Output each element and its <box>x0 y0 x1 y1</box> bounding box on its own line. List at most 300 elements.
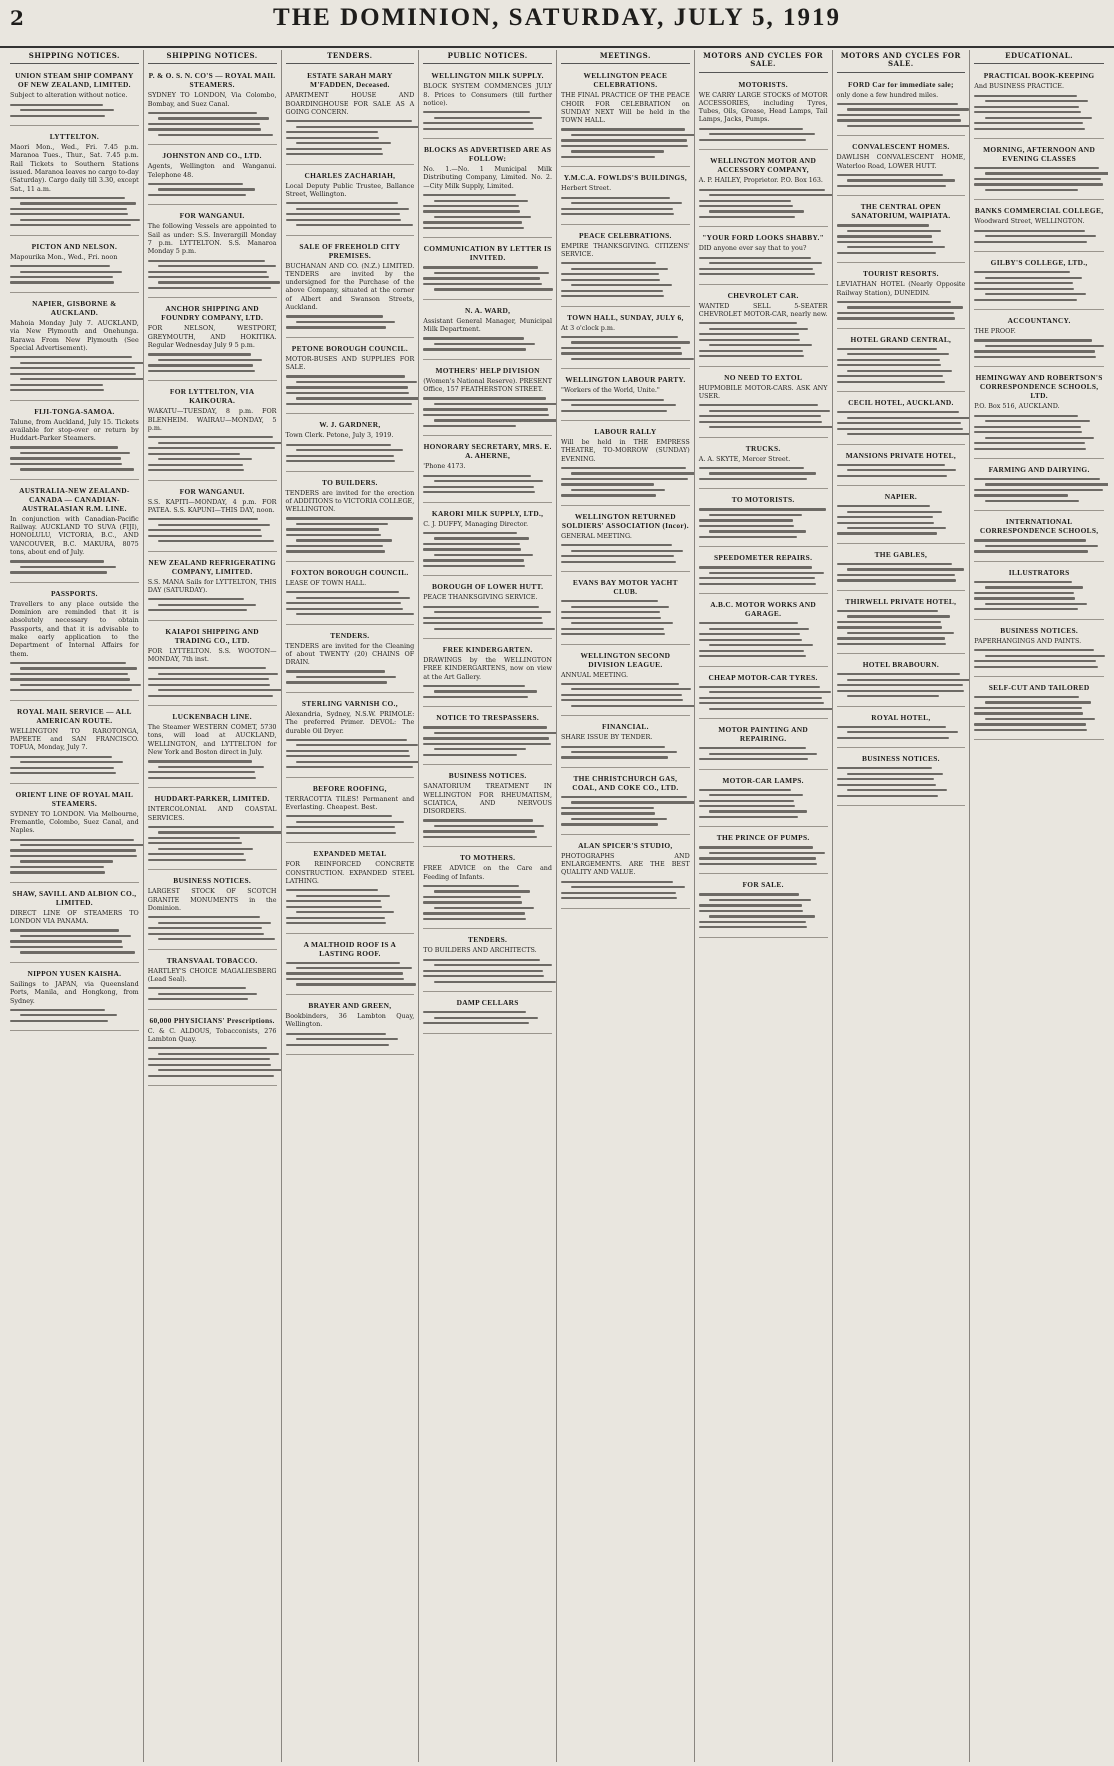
fine-print <box>423 532 552 567</box>
advertisement <box>974 623 1104 677</box>
fine-print <box>699 322 828 357</box>
fine-print <box>148 760 277 779</box>
ad-title: SELF-CUT AND TAILORED <box>988 683 1090 692</box>
fine-print <box>148 826 277 861</box>
ad-body: C. J. DUFFY, Managing Director. <box>423 519 528 528</box>
fine-print <box>699 789 828 819</box>
fine-print <box>837 301 966 320</box>
column-8 <box>970 50 1108 1762</box>
ad-body: P.O. Box 516, AUCKLAND. <box>974 402 1060 411</box>
ad-title: NAPIER, GISBORNE & AUCKLAND. <box>32 298 117 317</box>
ad-title: WELLINGTON MILK SUPPLY. <box>431 71 544 81</box>
column-2 <box>144 50 282 1762</box>
fine-print <box>699 128 828 141</box>
advertisement <box>699 722 828 769</box>
column-6 <box>695 50 833 1762</box>
advertisement <box>10 966 139 1031</box>
fine-print <box>10 560 139 573</box>
advertisement <box>10 586 139 701</box>
advertisement <box>423 303 552 360</box>
ad-title: COMMUNICATION BY LETTER IS INVITED. <box>423 244 552 263</box>
ad-title: THE CHRISTCHURCH GAS, COAL, AND COKE CO., LTD. <box>572 773 679 792</box>
fine-print <box>423 726 552 756</box>
advertisement <box>699 77 828 151</box>
advertisement <box>148 555 277 621</box>
advertisement <box>10 886 139 963</box>
fine-print <box>423 266 552 290</box>
ad-title: BEFORE ROOFING, <box>312 783 387 793</box>
ad-title: KAIAPOI SHIPPING AND TRADING CO., LTD. <box>165 626 259 645</box>
advertisement <box>561 310 690 370</box>
ad-body: BUCHANAN AND CO. (N.Z.) LIMITED. TENDERS are invited by the undersigned for the Purchase of the above Company, situated at the corner of Albert and Swanson Streets, Auckland. <box>285 261 415 312</box>
advertisement <box>148 148 277 205</box>
fine-print <box>10 104 139 117</box>
ad-body: HUPMOBILE MOTOR-CARS. ASK ANY USER. <box>698 383 828 400</box>
ad-title: MOTOR-CAR LAMPS. <box>722 775 804 785</box>
fine-print <box>837 411 966 435</box>
ad-title: ACCOUNTANCY. <box>1007 316 1071 326</box>
column-heading: SHIPPING NOTICES. <box>148 50 277 64</box>
page-number: 2 <box>10 6 24 30</box>
advertisement <box>974 255 1104 310</box>
ad-body: The following Vessels are appointed to Sail as under: S.S. Inverargill Monday 7 p.m. LYTTELTON. S.S. Manaroa Monday 5 p.m. <box>147 222 277 256</box>
advertisement <box>148 953 277 1010</box>
ad-body: TENDERS are invited for the erection of ADDITIONS to VICTORIA COLLEGE, WELLINGTON. <box>285 488 415 514</box>
ad-title: THE PRINCE OF PUMPS. <box>716 833 810 843</box>
column-heading: PUBLIC NOTICES. <box>423 50 552 64</box>
ad-title: TOURIST RESORTS. <box>863 269 939 279</box>
fine-print <box>561 600 690 635</box>
advertisement <box>148 791 277 870</box>
fine-print <box>699 893 828 928</box>
column-heading: SHIPPING NOTICES. <box>10 50 139 64</box>
ad-body: Woodward Street, WELLINGTON. <box>974 217 1085 226</box>
fine-print <box>699 566 828 585</box>
advertisement <box>423 241 552 299</box>
column-1 <box>6 50 144 1762</box>
advertisement <box>423 932 552 992</box>
advertisement <box>423 850 552 929</box>
advertisement <box>699 773 828 828</box>
ad-body: Travellers to any place outside the Dominion are reminded that it is absolutely necessary to obtain Passports, and that it is advisable to make early application to the Department of Internal Affairs for them. <box>10 599 139 658</box>
fine-print <box>974 539 1104 552</box>
fine-print <box>10 197 139 227</box>
advertisement <box>286 341 415 415</box>
ad-title: FOXTON BOROUGH COUNCIL. <box>291 567 409 577</box>
fine-print <box>837 224 966 254</box>
column-heading: EDUCATIONAL. <box>974 50 1104 64</box>
advertisement <box>837 594 966 654</box>
ad-title: ROYAL HOTEL, <box>871 712 931 722</box>
advertisement <box>837 332 966 392</box>
ad-title: NEW ZEALAND REFRIGERATING COMPANY, LIMITED. <box>148 557 276 576</box>
ad-title: CHEVROLET CAR. <box>727 290 799 300</box>
ad-title: PICTON AND NELSON. <box>31 241 118 251</box>
ad-title: CHEAP MOTOR-CAR TYRES. <box>708 672 818 682</box>
ad-title: MORNING, AFTERNOON AND EVENING CLASSES <box>983 144 1096 163</box>
ad-title: FREE KINDERGARTEN. <box>442 645 533 655</box>
advertisement <box>423 710 552 765</box>
advertisement <box>286 565 415 625</box>
advertisement <box>974 370 1104 459</box>
fine-print <box>286 315 415 328</box>
ad-title: ILLUSTRATORS <box>1008 567 1070 577</box>
advertisement <box>423 142 552 238</box>
ad-title: KARORI MILK SUPPLY, LTD., <box>431 508 544 518</box>
ad-title: MOTOR PAINTING AND REPAIRING. <box>718 725 808 744</box>
ad-body: Local Deputy Public Trustee, Ballance Street, Wellington. <box>285 181 415 198</box>
fine-print <box>423 337 552 350</box>
advertisement <box>286 239 415 338</box>
newspaper-title: THE DOMINION, SATURDAY, JULY 5, 1919 <box>273 4 841 31</box>
ad-title: WELLINGTON MOTOR AND ACCESSORY COMPANY, <box>710 156 817 175</box>
ad-body: Talune, from Auckland, July 15. Tickets available for stop-over or return by Huddart-Parker Steamers. <box>10 417 139 443</box>
fine-print <box>974 696 1104 731</box>
fine-print <box>423 475 552 494</box>
advertisement <box>286 998 415 1055</box>
ad-title: WELLINGTON SECOND DIVISION LEAGUE. <box>580 650 671 669</box>
advertisement <box>699 830 828 874</box>
fine-print <box>699 404 828 428</box>
ad-title: PRACTICAL BOOK-KEEPING <box>983 71 1095 81</box>
advertisement <box>423 768 552 847</box>
fine-print <box>837 174 966 187</box>
ad-title: HEMINGWAY AND ROBERTSON'S CORRESPONDENCE SCHOOLS, LTD. <box>975 373 1103 401</box>
advertisement <box>286 168 415 236</box>
fine-print <box>10 1009 139 1022</box>
fine-print <box>837 103 966 127</box>
advertisement <box>699 230 828 284</box>
ad-title: MOTORISTS. <box>738 79 788 89</box>
advertisement <box>10 129 139 236</box>
fine-print <box>286 444 415 463</box>
ad-title: NOTICE TO TRESPASSERS. <box>436 713 540 723</box>
ad-body: BLOCK SYSTEM COMMENCES JULY 8. Prices to Consumers (till further notice). <box>423 82 552 107</box>
advertisement <box>561 838 690 909</box>
ad-title: WELLINGTON LABOUR PARTY. <box>565 375 686 385</box>
fine-print <box>699 846 828 865</box>
ad-body: SYDNEY TO LONDON, Via Colombo, Bombay, and Suez Canal. <box>147 91 277 108</box>
ad-body: A. P. HAILEY, Proprietor. P.O. Box 163. <box>698 176 823 185</box>
ad-title: NO NEED TO EXTOL <box>724 372 803 382</box>
ad-title: LYTTELTON. <box>49 132 100 142</box>
column-3 <box>282 50 420 1762</box>
advertisement <box>10 404 139 480</box>
fine-print <box>148 183 277 196</box>
fine-print <box>837 563 966 582</box>
ad-body: Agents, Wellington and Wanganui. Telephone 48. <box>147 162 277 179</box>
ad-title: CHARLES ZACHARIAH, <box>304 170 396 180</box>
advertisement <box>837 489 966 544</box>
advertisement <box>10 787 139 883</box>
advertisement <box>699 670 828 719</box>
ad-body: FOR LYTTELTON. S.S. WOOTON—MONDAY, 7th inst. <box>147 646 277 663</box>
ad-title: THIRWELL PRIVATE HOTEL, <box>845 596 957 606</box>
fine-print <box>561 336 690 360</box>
advertisement <box>10 704 139 784</box>
column-heading: MOTORS AND CYCLES FOR SALE. <box>837 50 966 73</box>
fine-print <box>561 796 690 826</box>
advertisement <box>286 781 415 844</box>
ad-title: EXPANDED METAL <box>313 849 387 859</box>
ad-title: FORD Car for immediate sale; <box>847 79 954 89</box>
advertisement <box>148 484 277 552</box>
advertisement <box>699 153 828 227</box>
fine-print <box>974 339 1104 358</box>
ad-title: JOHNSTON AND CO., LTD. <box>162 151 262 161</box>
fine-print <box>699 686 828 710</box>
ad-body: And BUSINESS PRACTICE. <box>974 82 1065 91</box>
ad-body: only done a few hundred miles. <box>836 90 939 99</box>
ad-title: EVANS BAY MOTOR YACHT CLUB. <box>572 578 678 597</box>
ad-title: NIPPON YUSEN KAISHA. <box>27 968 122 978</box>
advertisement <box>561 771 690 835</box>
advertisement <box>699 550 828 594</box>
column-heading: MOTORS AND CYCLES FOR SALE. <box>699 50 828 73</box>
fine-print <box>561 262 690 297</box>
masthead <box>0 0 1114 48</box>
ad-body: LEASE OF TOWN HALL. <box>285 578 367 587</box>
fine-print <box>148 667 277 697</box>
ad-body: SYDNEY TO LONDON. Via Melbourne, Fremantle, Colombo, Suez Canal, and Naples. <box>10 809 139 835</box>
ad-body: TO BUILDERS AND ARCHITECTS. <box>423 946 537 955</box>
fine-print <box>10 756 139 775</box>
ad-title: THE CENTRAL OPEN SANATORIUM, WAIPIATA. <box>851 202 951 221</box>
advertisement <box>561 509 690 572</box>
ad-title: WELLINGTON PEACE CELEBRATIONS. <box>583 71 668 90</box>
ad-title: BUSINESS NOTICES. <box>173 876 252 886</box>
ad-body: PEACE THANKSGIVING SERVICE. <box>423 593 538 602</box>
ad-body: Alexandria, Sydney, N.S.W. PRIMOLE: The preferred Primer. DEVOL: The durable Oil Dryer. <box>285 709 415 735</box>
advertisement <box>286 696 415 778</box>
ad-title: INTERNATIONAL CORRESPONDENCE SCHOOLS, <box>979 517 1099 536</box>
advertisement <box>423 506 552 577</box>
ad-title: FOR WANGANUI. <box>179 211 245 221</box>
ad-title: A.B.C. MOTOR WORKS AND GARAGE. <box>710 600 816 619</box>
fine-print <box>286 889 415 924</box>
advertisement <box>148 624 277 707</box>
ad-title: "YOUR FORD LOOKS SHABBY." <box>702 233 825 243</box>
ad-body: (Women's National Reserve). PRESENT Office, 157 FEATHERSTON STREET. <box>423 376 552 394</box>
ad-title: PETONE BOROUGH COUNCIL. <box>291 343 408 353</box>
ad-body: INTERCOLONIAL AND COASTAL SERVICES. <box>147 805 277 822</box>
ad-title: STERLING VARNISH CO., <box>301 698 398 708</box>
advertisement <box>837 139 966 196</box>
advertisement <box>286 628 415 693</box>
advertisement <box>10 296 139 401</box>
advertisement <box>148 1013 277 1087</box>
advertisement <box>561 372 690 421</box>
fine-print <box>148 598 277 611</box>
ad-title: CECIL HOTEL, AUCKLAND. <box>848 398 954 408</box>
ad-body: Assistant General Manager, Municipal Milk Department. <box>423 316 552 334</box>
fine-print <box>148 353 277 372</box>
advertisement <box>148 709 277 788</box>
fine-print <box>974 649 1104 668</box>
fine-print <box>561 467 690 497</box>
ad-title: 60,000 PHYSICIANS' Prescriptions. <box>149 1015 275 1025</box>
ad-body: S.S. KAPITI—MONDAY, 4 p.m. FOR PATEA. S.S. KAPUNI—THIS DAY, noon. <box>147 497 277 514</box>
fine-print <box>423 885 552 920</box>
advertisement <box>974 313 1104 367</box>
fine-print <box>10 929 139 953</box>
fine-print <box>286 375 415 405</box>
ad-title: W. J. GARDNER, <box>319 420 381 430</box>
advertisement <box>837 77 966 137</box>
fine-print <box>423 819 552 838</box>
advertisement <box>286 68 415 164</box>
ad-title: SPEEDOMETER REPAIRS. <box>713 553 813 563</box>
fine-print <box>837 348 966 383</box>
ad-body: THE PROOF. <box>974 327 1016 336</box>
fine-print <box>10 839 139 874</box>
fine-print <box>148 916 277 940</box>
ad-title: N. A. WARD, <box>464 305 511 315</box>
ad-body: FOR REINFORCED CONCRETE CONSTRUCTION. EXPANDED STEEL LATHING. <box>285 860 415 885</box>
ad-body: APARTMENT HOUSE AND BOARDINGHOUSE FOR SALE AS A GOING CONCERN. <box>285 91 415 116</box>
column-heading: MEETINGS. <box>561 50 690 64</box>
fine-print <box>699 622 828 657</box>
ad-title: TO BUILDERS. <box>322 477 378 487</box>
ad-body: LARGEST STOCK OF SCOTCH GRANITE MONUMENTS in the Dominion. <box>147 887 277 912</box>
ad-body: At 3 o'clock p.m. <box>561 323 615 332</box>
ad-body: 'Phone 4173. <box>423 462 466 471</box>
ad-body: EMPIRE THANKSGIVING. CITIZENS' SERVICE. <box>561 241 690 258</box>
ad-title: TENDERS. <box>330 630 370 640</box>
advertisement <box>699 492 828 547</box>
fine-print <box>148 112 277 136</box>
fine-print <box>423 194 552 229</box>
ad-body: ANNUAL MEETING. <box>561 670 629 679</box>
fine-print <box>699 257 828 276</box>
columns-container <box>6 50 1108 1762</box>
ad-title: MANSIONS PRIVATE HOTEL, <box>845 450 957 460</box>
fine-print <box>561 683 690 707</box>
ad-title: PASSPORTS. <box>50 588 98 598</box>
advertisement <box>10 68 139 126</box>
ad-body: PHOTOGRAPHS AND ENLARGEMENTS. ARE THE BEST QUALITY AND VALUE. <box>561 851 690 877</box>
advertisement <box>561 228 690 307</box>
advertisement <box>974 565 1104 620</box>
fine-print <box>286 815 415 834</box>
ad-body: "Workers of the World, Unite." <box>561 386 660 395</box>
advertisement <box>974 514 1104 561</box>
ad-title: LUCKENBACH LINE. <box>172 712 252 722</box>
fine-print <box>148 260 277 290</box>
ad-body: Mapourika Mon., Wed., Fri. noon <box>10 252 118 261</box>
ad-body: Maori Mon., Wed., Fri. 7.45 p.m. Maranoa Tues., Thur., Sat. 7.45 p.m. Rail Tickets to Southern Stations issued. Maranoa leaves no cargo to-day (Saturday). Cargo daily till 3.30, except Sat., 11 a.m. <box>10 143 139 193</box>
fine-print <box>423 397 552 427</box>
advertisement <box>561 170 690 224</box>
fine-print <box>423 685 552 698</box>
fine-print <box>148 1047 277 1077</box>
advertisement <box>10 483 139 583</box>
fine-print <box>286 1033 415 1046</box>
advertisement <box>286 846 415 933</box>
advertisement <box>10 239 139 293</box>
fine-print <box>286 739 415 769</box>
advertisement <box>148 208 277 298</box>
advertisement <box>974 680 1104 740</box>
ad-body: WAKATU—TUESDAY, 8 p.m. FOR BLENHEIM. WAIRAU—MONDAY, 5 p.m. <box>147 407 277 432</box>
ad-body: HARTLEY'S CHOICE MAGALIESBERG (Lead Seal). <box>147 966 277 983</box>
ad-title: WELLINGTON RETURNED SOLDIERS' ASSOCIATION (Incor). <box>561 511 689 530</box>
fine-print <box>974 581 1104 611</box>
column-7 <box>833 50 971 1762</box>
ad-title: TO MOTORISTS. <box>731 495 795 505</box>
ad-title: PEACE CELEBRATIONS. <box>579 230 672 240</box>
ad-title: NAPIER. <box>884 492 918 502</box>
advertisement <box>561 424 690 506</box>
advertisement <box>837 448 966 486</box>
ad-body: WELLINGTON TO RAROTONGA, PAPEETE and SAN FRANCISCO. TOFUA, Monday, July 7. <box>10 726 139 752</box>
column-4 <box>419 50 557 1762</box>
advertisement <box>561 68 690 167</box>
ad-body: DRAWINGS by the WELLINGTON FREE KINDERGARTENS, now on view at the Art Gallery. <box>423 656 552 681</box>
ad-title: TRUCKS. <box>745 443 781 453</box>
ad-title: HOTEL GRAND CENTRAL, <box>850 334 952 344</box>
ad-body: A. A. SKYTE, Mercer Street. <box>698 454 791 463</box>
ad-body: Mahoia Monday July 7. AUCKLAND, via New Plymouth and Onehunga. Rarawa From New Plymouth (See Special Advertisement). <box>10 318 139 352</box>
fine-print <box>561 399 690 412</box>
ad-title: ALAN SPICER'S STUDIO, <box>578 840 673 850</box>
ad-title: MOTHERS' HELP DIVISION <box>435 365 540 375</box>
fine-print <box>837 505 966 535</box>
fine-print <box>974 167 1104 191</box>
ad-body: PAPERHANGINGS AND PAINTS. <box>974 636 1082 645</box>
ad-body: S.S. MANA Sails for LYTTELTON, THIS DAY (SATURDAY). <box>147 577 277 594</box>
ad-title: FINANCIAL. <box>602 722 649 732</box>
advertisement <box>699 597 828 666</box>
ad-title: BUSINESS NOTICES. <box>1000 625 1079 635</box>
fine-print <box>837 726 966 739</box>
advertisement <box>561 648 690 717</box>
ad-title: UNION STEAM SHIP COMPANY OF NEW ZEALAND, LIMITED. <box>15 71 134 90</box>
ad-title: ESTATE SARAH MARY M'FADDEN, Deceased. <box>307 71 393 90</box>
ad-body: Subject to alteration without notice. <box>10 91 128 100</box>
ad-body: C. & C. ALDOUS, Tobacconists, 276 Lambton Quay. <box>147 1026 277 1043</box>
advertisement <box>974 462 1104 511</box>
fine-print <box>423 111 552 130</box>
advertisement <box>699 288 828 367</box>
advertisement <box>974 68 1104 139</box>
advertisement <box>423 642 552 707</box>
ad-title: TO MOTHERS. <box>459 853 516 863</box>
fine-print <box>286 202 415 226</box>
ad-title: TOWN HALL, SUNDAY, JULY 6, <box>567 312 684 322</box>
ad-body: WE CARRY LARGE STOCKS of MOTOR ACCESSORIES, including Tyres, Tubes, Oils, Grease, Head Lamps, Tail Lamps, Jacks, Pumps. <box>698 90 828 124</box>
fine-print <box>10 265 139 284</box>
fine-print <box>286 517 415 552</box>
ad-body: The Steamer WESTERN COMET, 5730 tons, will load at AUCKLAND, WELLINGTON, and LYTTELTON for New York and Boston direct in July. <box>147 723 277 757</box>
advertisement <box>837 710 966 748</box>
advertisement <box>837 395 966 444</box>
ad-title: TENDERS. <box>468 935 508 945</box>
ad-body: TENDERS are invited for the Cleaning of about TWENTY (20) CHAINS OF DRAIN. <box>285 641 415 667</box>
ad-body: DIRECT LINE OF STEAMERS TO LONDON VIA PANAMA. <box>10 908 139 926</box>
ad-title: AUSTRALIA-NEW ZEALAND-CANADA — CANADIAN-AUSTRALASIAN R.M. LINE. <box>19 485 130 513</box>
ad-body: THE FINAL PRACTICE OF THE PEACE CHOIR FOR CELEBRATION on SUNDAY NEXT Will be held in the TOWN HALL. <box>561 91 690 125</box>
ad-title: P. & O. S. N. CO'S — ROYAL MAIL STEAMERS. <box>148 71 276 90</box>
advertisement <box>837 547 966 591</box>
fine-print <box>561 197 690 216</box>
ad-title: FIJI-TONGA-SAMOA. <box>34 406 115 416</box>
fine-print <box>286 120 415 155</box>
ad-body: FOR NELSON, WESTPORT, GREYMOUTH, AND HOKITIKA. Regular Wednesday July 9 5 p.m. <box>147 324 277 350</box>
ad-title: ROYAL MAIL SERVICE — ALL AMERICAN ROUTE. <box>17 706 132 725</box>
fine-print <box>423 1011 552 1024</box>
advertisement <box>286 475 415 562</box>
